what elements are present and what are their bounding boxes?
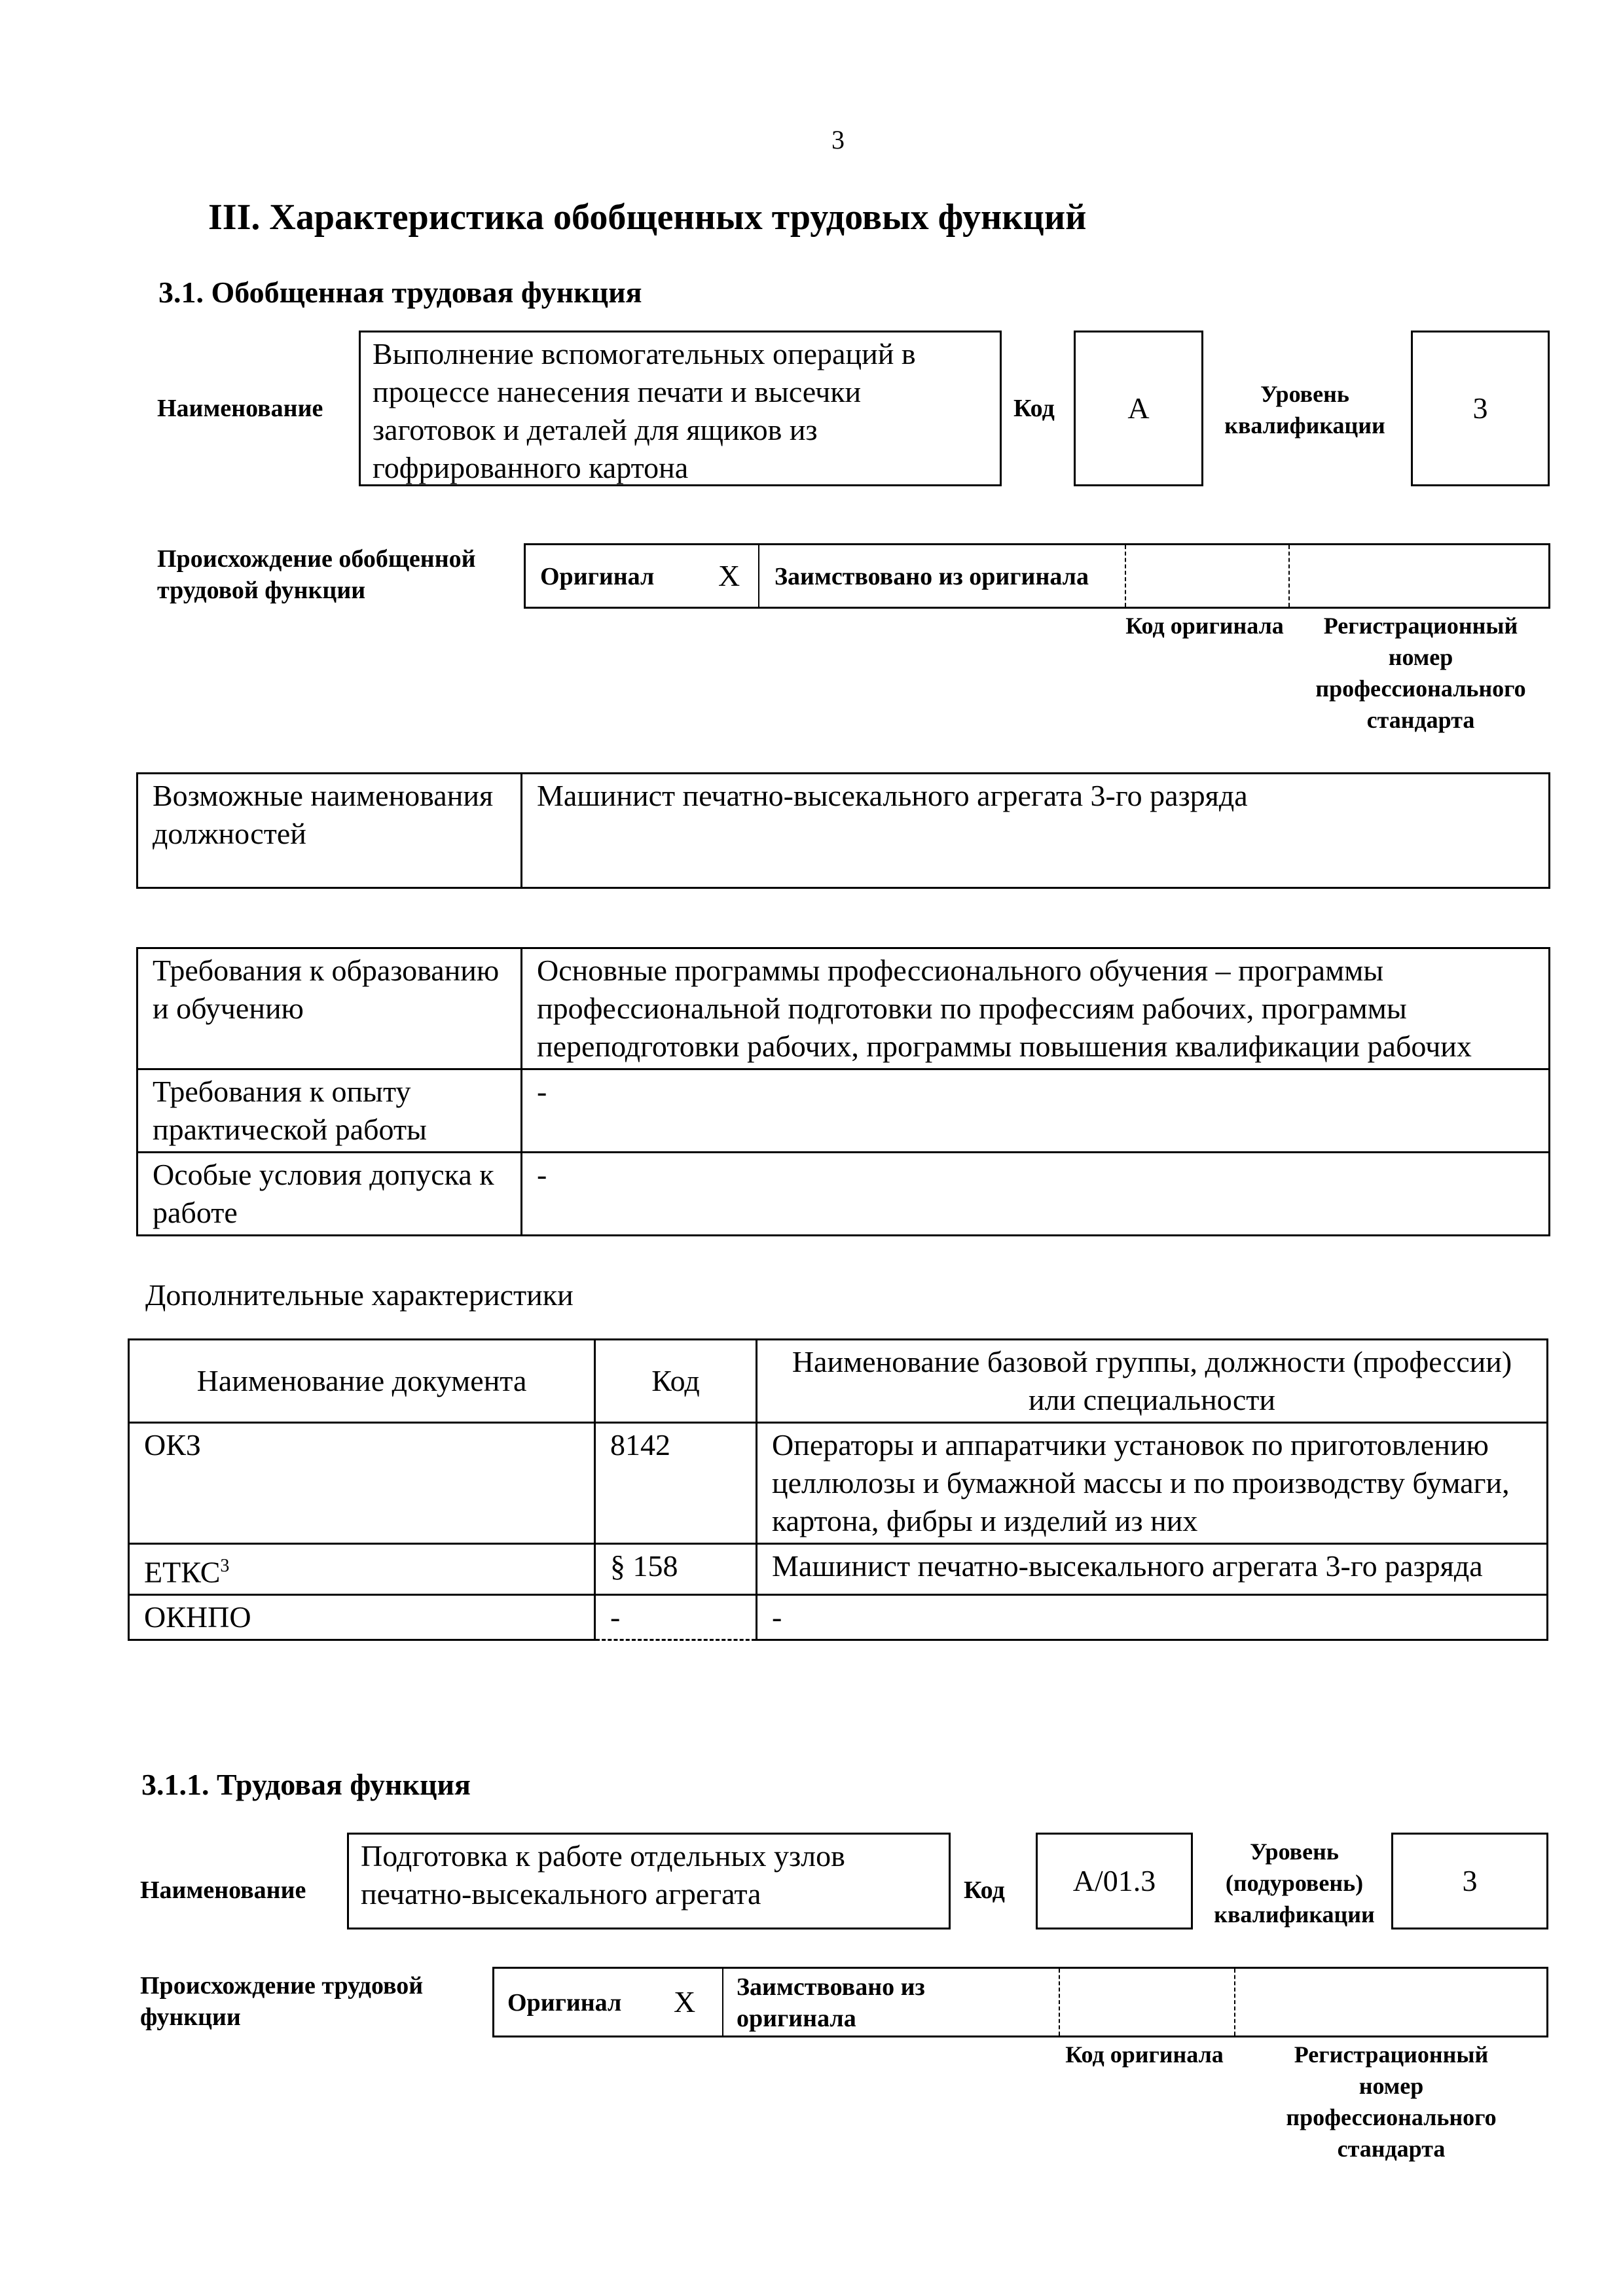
origin-label: Происхождение трудовой функции — [140, 1972, 424, 2031]
origin-box — [524, 543, 1550, 609]
borrowed-label: Заимствовано из оригинала — [775, 563, 1089, 590]
doc-name-text: ОКЗ — [144, 1428, 201, 1462]
table-row — [137, 1069, 1550, 1153]
level-value: 3 — [1411, 331, 1550, 486]
doc-desc: Операторы и аппаратчики установок по приготовлению целлюлозы и бумажной массы и по производству бумаги, картона, фибры и изделий из них — [757, 1423, 1548, 1544]
additional-table — [128, 1338, 1548, 1641]
doc-desc: Машинист печатно-высекального агрегата 3-го разряда — [757, 1544, 1548, 1595]
divider — [1059, 1969, 1060, 2036]
requirement-value: Основные программы профессионального обучения – программы профессиональной подготовки по профессиям рабочих, программы переподготовки рабочих, программы повышения квалификации рабочих — [522, 948, 1550, 1069]
orig-code-label: Код оригинала — [1065, 2041, 1224, 2068]
doc-desc: - — [757, 1595, 1548, 1640]
footnote-mark: 3 — [220, 1556, 230, 1576]
requirement-label: Особые условия допуска к работе — [137, 1153, 522, 1236]
doc-code: 8142 — [595, 1423, 757, 1544]
requirements-table — [136, 947, 1550, 1236]
doc-name-text: ОКНПО — [144, 1600, 251, 1634]
table-row — [129, 1595, 1548, 1640]
orig-code-label: Код оригинала — [1125, 613, 1284, 639]
subsection-title-3-1: 3.1. Обобщенная трудовая функция — [158, 276, 642, 309]
original-label: Оригинал — [507, 1989, 622, 2017]
positions-value: Машинист печатно-высекального агрегата 3-го разряда — [522, 774, 1550, 888]
section-title: III. Характеристика обобщенных трудовых функций — [208, 197, 1087, 238]
table-row — [137, 1153, 1550, 1236]
table-row — [129, 1544, 1548, 1595]
doc-name-text: ЕТКС — [144, 1555, 221, 1589]
subsection-title-3-1-1: 3.1.1. Трудовая функция — [141, 1768, 471, 1801]
name-value: Выполнение вспомогательных операций в процессе нанесения печати и высечки заготовок и деталей для ящиков из гофрированного картона — [359, 331, 1002, 486]
original-mark: X — [674, 1985, 696, 2018]
code-label: Код — [964, 1876, 1005, 1904]
requirement-value: - — [522, 1153, 1550, 1236]
name-label: Наименование — [157, 395, 323, 422]
requirement-value: - — [522, 1069, 1550, 1153]
original-mark: X — [718, 559, 740, 592]
doc-code: § 158 — [595, 1544, 757, 1595]
name-label: Наименование — [140, 1876, 306, 1904]
header-code: Код — [595, 1340, 757, 1423]
borrowed-label: Заимствовано из оригинала — [737, 1973, 925, 2032]
page-number: 3 — [831, 125, 845, 154]
requirement-label: Требования к образованию и обучению — [137, 948, 522, 1069]
positions-table — [136, 772, 1550, 889]
level-value: 3 — [1391, 1833, 1548, 1929]
additional-title: Дополнительные характеристики — [145, 1278, 574, 1312]
code-value: A — [1074, 331, 1203, 486]
code-value: A/01.3 — [1036, 1833, 1193, 1929]
header-document: Наименование документа — [129, 1340, 595, 1423]
divider — [1125, 545, 1126, 607]
table-row — [129, 1423, 1548, 1544]
divider — [1234, 1969, 1235, 2036]
table-row — [137, 948, 1550, 1069]
reg-number-label: Регистрационный номер профессионального стандарта — [1286, 2041, 1497, 2162]
level-label: Уровень (подуровень) квалификации — [1214, 1839, 1375, 1928]
origin-label: Происхождение обобщенной трудовой функции — [157, 545, 476, 604]
name-value: Подготовка к работе отдельных узлов печатно-высекального агрегата — [347, 1833, 951, 1929]
table-header-row — [129, 1340, 1548, 1423]
origin-box — [492, 1967, 1548, 2037]
header-name: Наименование базовой группы, должности (профессии) или специальности — [757, 1340, 1548, 1423]
divider — [1288, 545, 1290, 607]
level-label: Уровень квалификации — [1224, 381, 1385, 439]
doc-name — [129, 1544, 595, 1595]
reg-number-label: Регистрационный номер профессионального стандарта — [1315, 613, 1526, 733]
doc-name — [129, 1423, 595, 1544]
doc-code: - — [595, 1595, 757, 1640]
requirement-label: Требования к опыту практической работы — [137, 1069, 522, 1153]
divider — [722, 1969, 723, 2036]
doc-name — [129, 1595, 595, 1640]
original-label: Оригинал — [540, 563, 655, 590]
divider — [758, 545, 759, 607]
code-label: Код — [1013, 395, 1055, 422]
positions-label: Возможные наименования должностей — [137, 774, 522, 888]
